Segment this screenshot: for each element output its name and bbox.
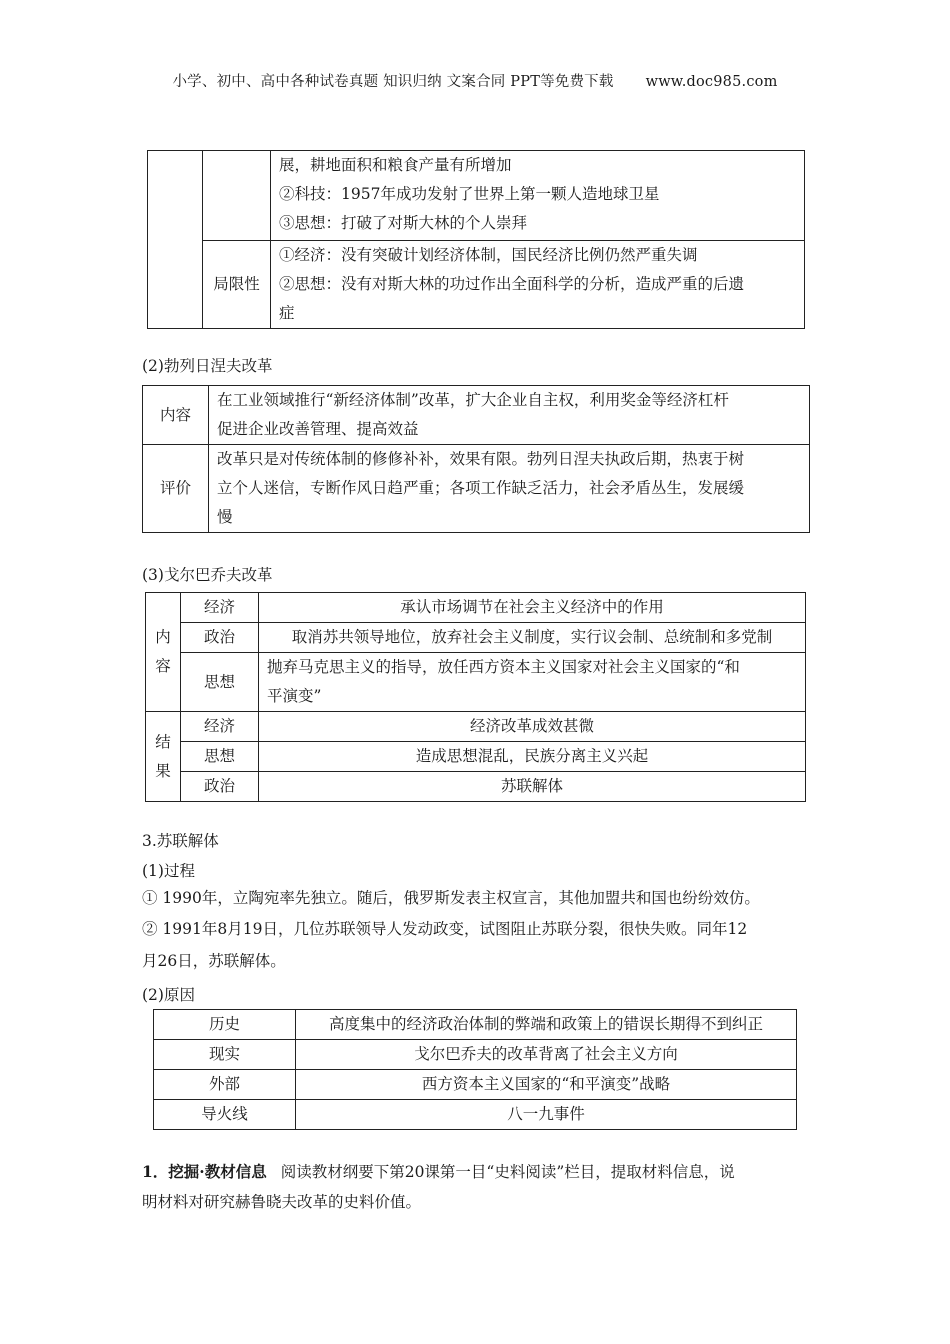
table-row — [154, 1070, 797, 1100]
row-label: 内容 — [143, 386, 209, 445]
row-content: 八一九事件 — [296, 1100, 797, 1130]
row-label: 经济 — [181, 712, 259, 742]
header-site: www.doc985.com — [645, 74, 778, 90]
section3-title: 3.苏联解体 — [142, 832, 219, 850]
table-row — [154, 1040, 797, 1070]
row-label: 思想 — [181, 742, 259, 772]
row-label: 导火线 — [154, 1100, 296, 1130]
table-row — [154, 1010, 797, 1040]
result-label — [146, 712, 181, 802]
limit-label: 局限性 — [203, 241, 271, 329]
khrushchev-table — [147, 150, 805, 329]
row-label: 政治 — [181, 772, 259, 802]
text-line: ②思想：没有对斯大林的功过作出全面科学的分析，造成严重的后遗 — [279, 275, 745, 293]
exercise-text: 阅读教材纲要下第20课第一目“史料阅读”栏目，提取材料信息，说 — [280, 1163, 735, 1181]
text-line: ③思想：打破了对斯大林的个人崇拜 — [279, 214, 528, 232]
text-line: 月26日，苏联解体。 — [142, 952, 286, 970]
table-row — [154, 1100, 797, 1130]
process-item-2 — [142, 915, 812, 976]
text-line: 在工业领域推行“新经济体制”改革，扩大企业自主权，利用奖金等经济杠杆 — [217, 391, 729, 409]
table-row — [146, 623, 806, 653]
row-content: 取消苏共领导地位，放弃社会主义制度，实行议会制、总统制和多党制 — [259, 623, 806, 653]
text-line: 症 — [279, 304, 295, 322]
table-row — [146, 653, 806, 712]
text-line: 抛弃马克思主义的指导，放任西方资本主义国家对社会主义国家的“和 — [267, 658, 740, 676]
exercise-line: 明材料对研究赫鲁晓夫改革的史料价值。 — [142, 1193, 422, 1211]
limit-cell — [271, 241, 805, 329]
row-content — [209, 386, 810, 445]
row-label: 现实 — [154, 1040, 296, 1070]
empty-cell — [148, 151, 203, 329]
text-line: 立个人迷信，专断作风日趋严重；各项工作缺乏活力，社会矛盾丛生，发展缓 — [217, 479, 745, 497]
text-line: ②科技：1957年成功发射了世界上第一颗人造地球卫星 — [279, 185, 660, 203]
gorbachev-table — [145, 592, 806, 802]
text-line: 慢 — [217, 508, 233, 526]
row-content: 苏联解体 — [259, 772, 806, 802]
row-label: 外部 — [154, 1070, 296, 1100]
row-label: 政治 — [181, 623, 259, 653]
process-item-1: ① 1990年，立陶宛率先独立。随后，俄罗斯发表主权宣言，其他加盟共和国也纷纷效仿。 — [142, 889, 760, 907]
table-row — [146, 772, 806, 802]
label-char: 结 — [155, 732, 171, 751]
text-line: 改革只是对传统体制的修修补补，效果有限。勃列日涅夫执政后期，热衷于树 — [217, 450, 745, 468]
exercise-label: 挖掘·教材信息 — [168, 1162, 267, 1181]
content-label — [146, 593, 181, 712]
row-content: 承认市场调节在社会主义经济中的作用 — [259, 593, 806, 623]
reason-title: (2)原因 — [142, 986, 195, 1004]
row-content: 戈尔巴乔夫的改革背离了社会主义方向 — [296, 1040, 797, 1070]
text-line: ①经济：没有突破计划经济体制，国民经济比例仍然严重失调 — [279, 246, 698, 264]
page-header — [0, 70, 950, 91]
label-char: 容 — [155, 657, 171, 675]
gorbachev-title: (3)戈尔巴乔夫改革 — [142, 566, 273, 584]
process-title: (1)过程 — [142, 862, 195, 880]
row-content — [259, 653, 806, 712]
row-label: 历史 — [154, 1010, 296, 1040]
exercise-line — [142, 1157, 814, 1187]
text-line: 展，耕地面积和粮食产量有所增加 — [279, 156, 512, 174]
header-text: 小学、初中、高中各种试卷真题 知识归纳 文案合同 PPT等免费下载 — [172, 74, 614, 90]
table-row — [143, 445, 810, 533]
text-line: 促进企业改善管理、提高效益 — [217, 420, 419, 438]
brezhnev-title: (2)勃列日涅夫改革 — [142, 357, 273, 375]
label-char: 内 — [155, 628, 171, 646]
brezhnev-table — [142, 385, 810, 533]
label-char: 果 — [155, 761, 171, 780]
table-row — [143, 386, 810, 445]
row-content: 经济改革成效甚微 — [259, 712, 806, 742]
row-content: 造成思想混乱，民族分离主义兴起 — [259, 742, 806, 772]
row-content — [209, 445, 810, 533]
row-content: 高度集中的经济政治体制的弊端和政策上的错误长期得不到纠正 — [296, 1010, 797, 1040]
achievement-cell — [271, 151, 805, 241]
table-row — [146, 593, 806, 623]
table-row — [148, 151, 805, 241]
table-row — [148, 241, 805, 329]
row-label: 评价 — [143, 445, 209, 533]
text-line: ② 1991年8月19日，几位苏联领导人发动政变，试图阻止苏联分裂，很快失败。同年12 — [142, 920, 748, 938]
exercise-number: 1． — [142, 1162, 169, 1181]
reason-table — [153, 1009, 797, 1130]
empty-cell — [203, 151, 271, 241]
exercise-1 — [142, 1157, 814, 1217]
row-label: 思想 — [181, 653, 259, 712]
row-content: 西方资本主义国家的“和平演变”战略 — [296, 1070, 797, 1100]
row-label: 经济 — [181, 593, 259, 623]
table-row — [146, 712, 806, 742]
table-row — [146, 742, 806, 772]
text-line: 平演变” — [267, 687, 322, 705]
